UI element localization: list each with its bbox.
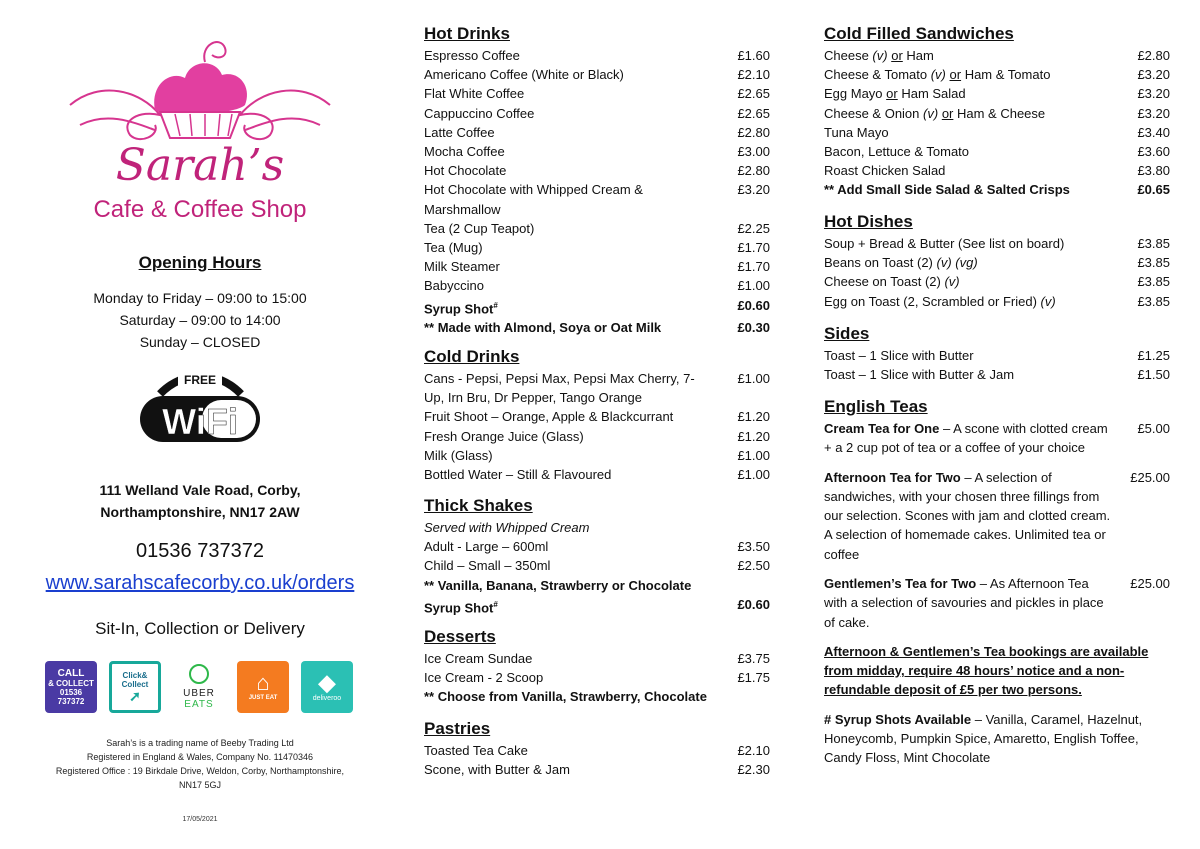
item-price: £2.50 (737, 558, 770, 574)
badge-line: deliveroo (312, 694, 342, 702)
item-name: Toast – 1 Slice with Butter (824, 348, 974, 363)
veg-tag: (v) (923, 105, 939, 121)
item-name (824, 46, 1137, 65)
menu-item (824, 253, 1170, 272)
menu-item (424, 465, 770, 484)
service-options: Sit-In, Collection or Delivery (95, 619, 305, 638)
menu-item (824, 123, 1170, 142)
menu-item (424, 741, 770, 760)
item-name: ** Add Small Side Salad & Salted Crisps (824, 182, 1070, 198)
dish-name: Beans on Toast (2) (824, 255, 937, 271)
badge-line: EATS (184, 699, 214, 710)
legal-line: Registered in England & Wales, Company No. 11470346 (86, 752, 314, 762)
item-name: Milk (Glass) (424, 447, 493, 463)
click-collect-badge[interactable] (109, 661, 161, 713)
item-name: Scone, with Butter & Jam (424, 762, 570, 778)
syrup-label: Syrup Shot (424, 600, 494, 616)
item-price: £0.30 (737, 320, 770, 336)
badge-line: & COLLECT (48, 679, 94, 688)
opening-hours-title: Opening Hours (138, 253, 262, 272)
tea-desc: – A scone with clotted cream + a 2 cup pot of tea or a coffee of your choice (824, 421, 1108, 456)
flavour-note: ** Vanilla, Banana, Strawberry or Chocolate (424, 577, 692, 593)
menu-item (824, 161, 1170, 180)
fork-icon (189, 664, 209, 684)
tea-item (824, 468, 1170, 564)
call-collect-badge[interactable] (45, 661, 97, 713)
item-name: Toasted Tea Cake (424, 743, 528, 758)
english-teas-section (824, 395, 1170, 767)
filling-b: Ham & Tomato (961, 67, 1051, 83)
item-price: £1.20 (737, 428, 770, 444)
menu-item (424, 318, 770, 337)
menu-item (824, 180, 1170, 199)
hours-line: Sunday – CLOSED (139, 334, 261, 350)
item-price: £2.10 (737, 67, 770, 83)
menu-item (424, 257, 770, 276)
item-name: Tea (2 Cup Teapot) (424, 220, 535, 236)
filling-b: Ham & Cheese (953, 105, 1046, 121)
item-price: £3.20 (737, 182, 770, 198)
dish-name: Egg on Toast (2, Scrambled or Fried) (824, 293, 1041, 309)
legal-info (0, 736, 400, 792)
item-price: £2.25 (737, 220, 770, 236)
item-price: £2.10 (737, 743, 770, 758)
free-wifi-icon (138, 372, 262, 444)
item-price: £1.60 (737, 48, 770, 63)
menu-item (824, 104, 1170, 123)
item-name: Bacon, Lettuce & Tomato (824, 144, 970, 160)
item-price: £2.80 (1137, 48, 1170, 63)
footnote-mark: # (493, 599, 498, 609)
item-price: £1.75 (737, 670, 770, 686)
item-price: £0.60 (737, 596, 770, 612)
syrup-label: Syrup Shot (424, 300, 494, 316)
item-name (824, 65, 1137, 84)
tea-item (824, 419, 1170, 458)
badge-line: Collect (121, 680, 149, 689)
item-name: Mocha Coffee (424, 144, 505, 160)
item-name: Ice Cream - 2 Scoop (424, 670, 544, 686)
item-price: £2.80 (737, 124, 770, 140)
veg-tag: (v) (930, 67, 946, 83)
tea-desc: – A selection of sandwiches, with your chosen three fillings from our selection. Scones with jam and clotted cream. A selection of homemade cakes. Unlimited tea or coffee (824, 469, 1111, 562)
item-name: Toast – 1 Slice with Butter & Jam (824, 367, 1015, 383)
menu-item (424, 537, 770, 556)
item-price: £5.00 (1137, 421, 1170, 436)
menu-item (424, 427, 770, 446)
item-price: £3.85 (1137, 255, 1170, 271)
dessert-note: ** Choose from Vanilla, Strawberry, Chocolate (424, 689, 707, 705)
section-title: Pastries (424, 719, 491, 738)
item-name: Flat White Coffee (424, 86, 525, 102)
menu-item (424, 446, 770, 465)
item-price: £3.40 (1137, 124, 1170, 140)
menu-item (424, 84, 770, 103)
item-name: Bottled Water – Still & Flavoured (424, 467, 612, 483)
menu-item (424, 142, 770, 161)
menu-item (824, 234, 1170, 253)
item-price: £3.20 (1137, 105, 1170, 121)
badge-line: 737372 (57, 697, 85, 706)
item-price: £2.30 (737, 762, 770, 778)
legal-line: NN17 5GJ (178, 780, 222, 790)
item-price: £1.20 (737, 409, 770, 425)
menu-item (824, 84, 1170, 103)
sandwiches-section (824, 22, 1170, 200)
tea-name: Gentlemen’s Tea for Two (824, 576, 977, 592)
item-price: £1.00 (737, 278, 770, 294)
menu-item (424, 369, 770, 407)
tea-desc: – As Afternoon Tea with a selection of savouries and pickles in place of cake. (824, 576, 1104, 630)
wifi-free-label: FREE (183, 373, 217, 387)
tea-name: Cream Tea for One (824, 421, 940, 436)
item-name (824, 272, 1137, 291)
diet-tag: (v) (1040, 293, 1056, 309)
sides-section (824, 322, 1170, 384)
item-name (824, 84, 1137, 103)
item-price: £3.20 (1137, 67, 1170, 83)
menu-item (424, 46, 770, 65)
item-name: Americano Coffee (White or Black) (424, 67, 624, 83)
section-title: Hot Dishes (824, 212, 913, 231)
section-title: Hot Drinks (424, 24, 510, 43)
cursor-icon: ➚ (129, 688, 141, 704)
menu-item (424, 180, 770, 218)
menu-item (824, 346, 1170, 365)
wifi-main-label: WiFi (162, 401, 238, 442)
diet-tag: (v) (vg) (936, 255, 978, 271)
syrups-note (824, 710, 1170, 768)
menu-item (824, 292, 1170, 311)
item-price: £3.50 (737, 539, 770, 555)
item-name (424, 296, 737, 319)
item-name: Tuna Mayo (824, 124, 889, 140)
item-name: Cans - Pepsi, Pepsi Max, Pepsi Max Cherry, 7-Up, Irn Bru, Dr Pepper, Tango Orange (424, 371, 695, 406)
delivery-badges (45, 661, 355, 713)
item-name (824, 574, 1114, 632)
menu-item (424, 276, 770, 295)
or-word: or (949, 67, 962, 83)
pastries-section (424, 717, 770, 779)
hot-drinks-section (424, 22, 770, 337)
desserts-section (424, 625, 770, 707)
item-name: Ice Cream Sundae (424, 651, 533, 666)
opening-hours (0, 287, 400, 353)
uber-eats-badge[interactable] (173, 661, 225, 713)
menu-item (424, 556, 770, 575)
or-word: or (886, 86, 898, 102)
veg-tag: (v) (872, 48, 888, 63)
syrups-list: – Vanilla, Caramel, Hazelnut, Honeycomb, Pumpkin Spice, Amaretto, English Toffee, Candy Floss, Mint Chocolate (824, 711, 1143, 765)
menu-item (424, 595, 770, 618)
or-word: or (941, 105, 954, 121)
item-price: £3.20 (1137, 86, 1170, 102)
item-name: Roast Chicken Salad (824, 163, 946, 179)
item-price: £2.65 (737, 86, 770, 102)
item-name: Cappuccino Coffee (424, 105, 535, 121)
tea-item (824, 574, 1170, 632)
section-title: Sides (824, 324, 870, 343)
menu-item (424, 161, 770, 180)
deliveroo-badge[interactable] (301, 661, 353, 713)
tea-name: Afternoon Tea for Two (824, 469, 961, 485)
menu-date: 17/05/2021 (182, 816, 218, 823)
item-price: £1.70 (737, 240, 770, 256)
phone-number[interactable]: 01536 737372 (136, 540, 264, 562)
item-name: Milk Steamer (424, 259, 500, 275)
menu-item (824, 142, 1170, 161)
item-price: £0.60 (737, 297, 770, 313)
filling-b: Ham Salad (897, 86, 966, 102)
house-icon: ⌂ (256, 669, 270, 695)
menu-item (424, 104, 770, 123)
section-title: Cold Filled Sandwiches (824, 24, 1014, 43)
item-price: £3.85 (1137, 236, 1170, 251)
menu-item (824, 365, 1170, 384)
section-title: Desserts (424, 627, 496, 646)
item-name: Child – Small – 350ml (424, 558, 551, 574)
badge-line: Click& (122, 671, 148, 680)
item-name (824, 468, 1114, 564)
item-price: £3.00 (737, 144, 770, 160)
item-price: £1.00 (737, 467, 770, 483)
item-price: £1.00 (737, 447, 770, 463)
item-price: £3.75 (737, 651, 770, 666)
hot-dishes-section (824, 210, 1170, 311)
legal-line: Registered Office : 19 Birkdale Drive, Weldon, Corby, Northamptonshire, (55, 766, 345, 776)
menu-item (424, 407, 770, 426)
brand-tagline: Cafe & Coffee Shop (93, 196, 307, 223)
item-name (824, 419, 1114, 458)
item-name: Hot Chocolate with Whipped Cream & Marshmallow (424, 182, 643, 217)
item-name (824, 234, 1137, 253)
item-price: £1.70 (737, 259, 770, 275)
menu-item (424, 219, 770, 238)
hours-line: Saturday – 09:00 to 14:00 (119, 312, 281, 328)
item-price: £3.85 (1137, 293, 1170, 309)
section-subtitle: Served with Whipped Cream (424, 520, 590, 535)
item-price: £2.65 (737, 105, 770, 121)
badge-line: JUST EAT (248, 694, 278, 701)
item-name (824, 292, 1137, 311)
menu-item (424, 668, 770, 687)
item-name: ** Made with Almond, Soya or Oat Milk (424, 320, 662, 336)
address (0, 479, 400, 523)
item-name (424, 595, 737, 618)
diet-tag: (v) (944, 274, 960, 290)
syrups-label: # Syrup Shots Available (824, 711, 972, 727)
filling-a: Cheese & Tomato (824, 67, 931, 83)
item-price: £1.50 (1137, 367, 1170, 383)
section-title: English Teas (824, 397, 928, 416)
menu-item (824, 65, 1170, 84)
item-price: £0.65 (1137, 182, 1170, 198)
item-price: £3.80 (1137, 163, 1170, 179)
address-line: 111 Welland Vale Road, Corby, (99, 482, 301, 498)
filling-a: Egg Mayo (824, 86, 887, 102)
badge-line: UBER (183, 688, 215, 699)
item-name (824, 104, 1137, 123)
footnote-mark: # (493, 300, 498, 310)
section-title: Cold Drinks (424, 347, 520, 366)
item-price: £3.85 (1137, 274, 1170, 290)
menu-item (424, 760, 770, 779)
badge-line: 01536 (59, 688, 83, 697)
filling-a: Cheese & Onion (824, 105, 924, 121)
item-name (824, 253, 1137, 272)
bookings-note: Afternoon & Gentlemen’s Tea bookings are available from midday, require 48 hours’ notice and a non-refundable deposit of £5 per two persons. (824, 643, 1149, 698)
address-line: Northamptonshire, NN17 2AW (100, 504, 300, 520)
item-name: Tea (Mug) (424, 240, 483, 256)
item-name: Espresso Coffee (424, 48, 520, 63)
section-title: Thick Shakes (424, 496, 533, 515)
menu-item (424, 238, 770, 257)
cold-drinks-section (424, 345, 770, 484)
item-name: Fruit Shoot – Orange, Apple & Blackcurrant (424, 409, 674, 425)
filling-a: Cheese (824, 48, 873, 63)
legal-line: Sarah’s is a trading name of Beeby Trading Ltd (106, 738, 294, 748)
item-price: £25.00 (1130, 576, 1170, 592)
item-price: £2.80 (737, 163, 770, 179)
website-link[interactable]: www.sarahscafecorby.co.uk/orders (45, 572, 355, 594)
item-price: £1.25 (1137, 348, 1170, 363)
dish-name: Cheese on Toast (2) (824, 274, 945, 290)
menu-item (424, 123, 770, 142)
item-name: Adult - Large – 600ml (424, 539, 549, 555)
item-name: Latte Coffee (424, 124, 495, 140)
badge-line: CALL (57, 668, 85, 679)
kangaroo-icon: ◆ (318, 669, 336, 695)
filling-b: Ham (902, 48, 934, 63)
or-word: or (891, 48, 903, 63)
item-price: £1.00 (737, 371, 770, 386)
item-name: Babyccino (424, 278, 484, 294)
menu-item (424, 296, 770, 319)
item-name: Hot Chocolate (424, 163, 507, 179)
menu-item (424, 649, 770, 668)
just-eat-badge[interactable] (237, 661, 289, 713)
menu-item (424, 65, 770, 84)
thick-shakes-section (424, 494, 770, 617)
brand-name: Sarah’s (115, 140, 285, 191)
item-price: £25.00 (1130, 469, 1170, 485)
hours-line: Monday to Friday – 09:00 to 15:00 (93, 290, 307, 306)
item-price: £3.60 (1137, 144, 1170, 160)
menu-item (824, 46, 1170, 65)
dish-name: Soup + Bread & Butter (See list on board) (824, 236, 1065, 251)
item-name: Fresh Orange Juice (Glass) (424, 428, 584, 444)
menu-item (824, 272, 1170, 291)
